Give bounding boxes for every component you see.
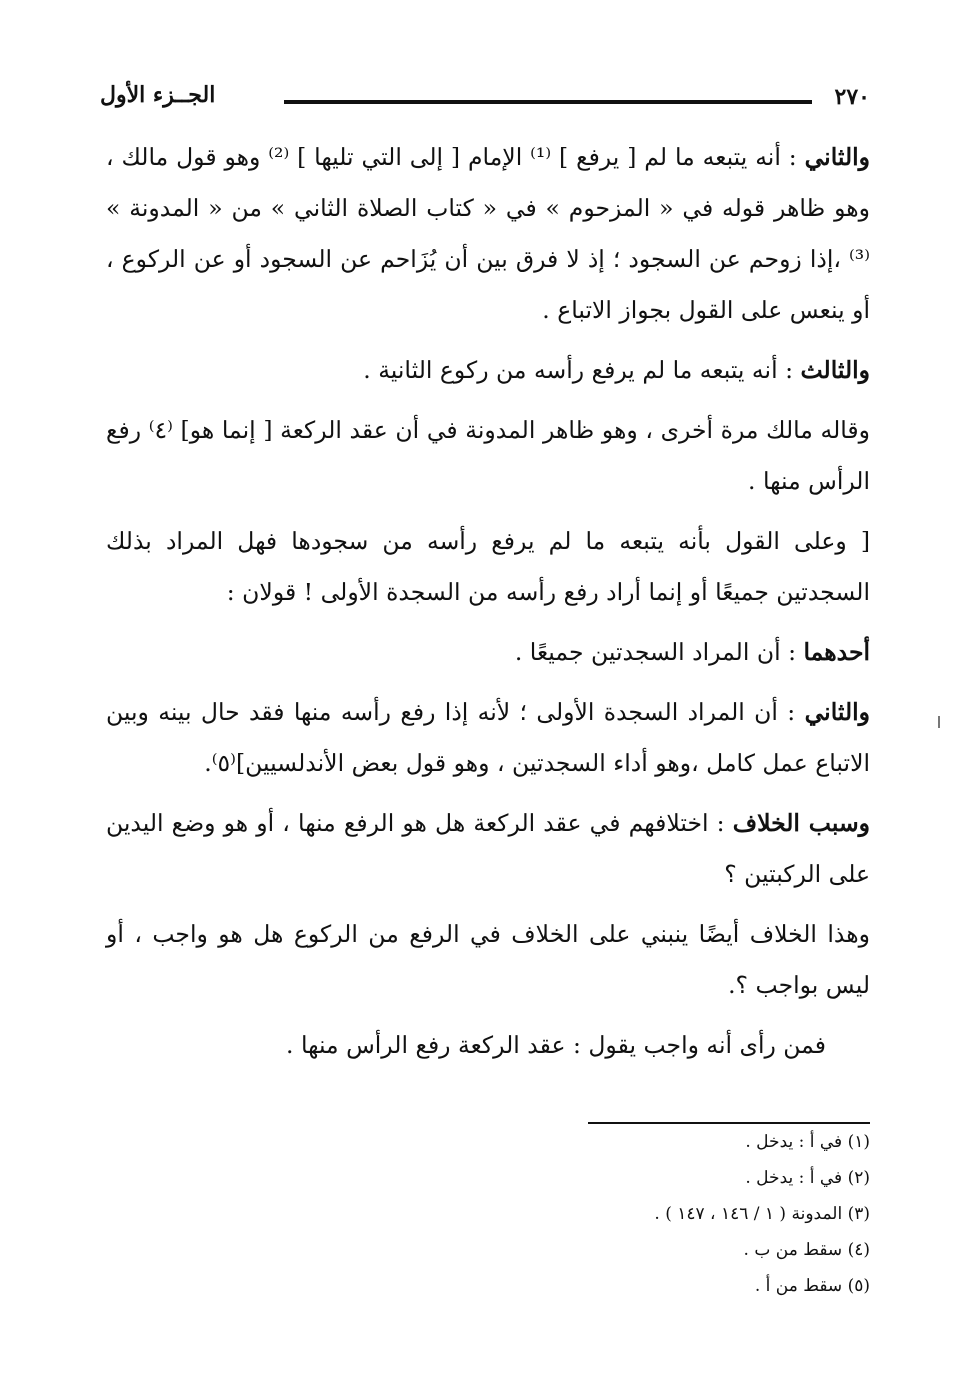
paragraph-text: : اختلافهم في عقد الركعة هل هو الرفع منها ، أو هو وضع اليدين على الركبتين ؟	[106, 809, 870, 888]
scan-speck	[938, 716, 940, 728]
footnote-item: (٤) سقط من ب .	[743, 1240, 870, 1260]
paragraph-lead: والثاني	[804, 143, 871, 171]
running-header	[100, 80, 870, 120]
paragraph-text: وقاله مالك مرة أخرى ، وهو ظاهر المدونة في أن عقد الركعة [ إنما هو] ⁽٤⁾ رفع الرأس منها .	[106, 416, 870, 495]
paragraph	[106, 1020, 870, 1071]
paragraph	[106, 687, 870, 789]
paragraph-lead: وسبب الخلاف	[732, 809, 870, 837]
paragraph	[106, 132, 870, 336]
footnote-item: (٥) سقط من أ .	[754, 1276, 870, 1296]
paragraph-text: : أن المراد السجدتين جميعًا .	[514, 638, 804, 666]
paragraph-lead: والثاني	[804, 698, 870, 726]
paragraph-text: وهذا الخلاف أيضًا ينبني على الخلاف في الرفع من الركوع هل هو واجب ، أو ليس بواجب ؟.	[106, 920, 870, 999]
paragraph	[106, 345, 870, 396]
footnote-item: (٢) في أ : يدخل .	[745, 1168, 870, 1188]
footnotes	[450, 1124, 870, 1304]
header-rule	[284, 100, 812, 104]
paragraph	[106, 798, 870, 900]
footnote-item: (١) في أ : يدخل .	[745, 1132, 870, 1152]
paragraph-text: فمن رأى أنه واجب يقول : عقد الركعة رفع الرأس منها .	[286, 1031, 826, 1059]
paragraph	[106, 516, 870, 618]
footnote-item: (٣) المدونة ( ١ / ١٤٦ ، ١٤٧ ) .	[654, 1204, 870, 1224]
paragraph-text: : أنه يتبعه ما لم يرفع رأسه من ركوع الثانية .	[363, 356, 801, 384]
paragraph-text: : أن المراد السجدة الأولى ؛ لأنه إذا رفع رأسه منها فقد حال بينه وبين الاتباع عمل كامل ،وهو أداء السجدتين ، وهو قول بعض الأندلسيين]⁽٥⁾.	[106, 698, 870, 777]
paragraph	[106, 627, 870, 678]
paragraph	[106, 909, 870, 1011]
paragraph	[106, 405, 870, 507]
part-title: الجــزء الأول	[100, 82, 216, 108]
paragraph-lead: والثالث	[800, 356, 870, 384]
paragraph-text: : أنه يتبعه ما لم [ يرفع ] ⁽¹⁾ الإمام [ إلى التي تليها ] ⁽²⁾ وهو قول مالك ، وهو ظاهر قوله في « المزحوم » في « كتاب الصلاة الثاني » من « المدونة » ⁽³⁾ ،إذا زوحم عن السجود ؛ إذ لا فرق بين أن يُزَاحم عن السجود أو عن الركوع ، أو ينعس على القول بجواز الاتباع .	[106, 143, 870, 324]
main-text	[106, 132, 870, 1080]
paragraph-text: [ وعلى القول بأنه يتبعه ما لم يرفع رأسه من سجودها فهل المراد بذلك السجدتين جميعًا أو إنما أراد رفع رأسه من السجدة الأولى ! قولان :	[106, 527, 870, 606]
page-number: ٢٧٠	[834, 84, 870, 110]
paragraph-lead: أحدهما	[803, 638, 870, 666]
